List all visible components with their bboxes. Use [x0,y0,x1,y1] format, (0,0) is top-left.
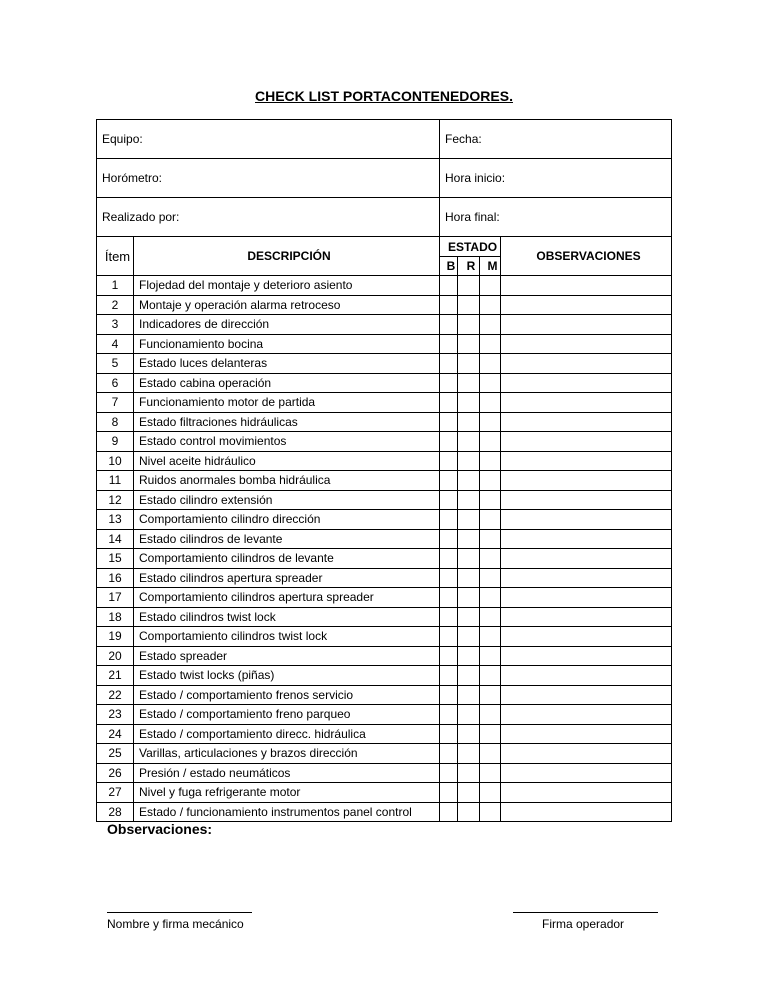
estado-r-cell[interactable] [458,393,480,413]
checklist-row [97,529,672,549]
checklist-row [97,705,672,725]
realizado-por-field[interactable]: Realizado por: [97,198,440,237]
observaciones-cell[interactable] [501,471,672,491]
item-description: Comportamiento cilindros de levante [134,549,440,569]
item-description: Estado cilindros twist lock [134,607,440,627]
estado-b-cell[interactable] [440,451,458,471]
estado-r-cell[interactable] [458,802,480,822]
item-description: Estado control movimientos [134,432,440,452]
observaciones-cell[interactable] [501,588,672,608]
observaciones-cell[interactable] [501,763,672,783]
item-description: Comportamiento cilindro dirección [134,510,440,530]
item-number: 2 [97,295,134,315]
observaciones-cell[interactable] [501,412,672,432]
item-number: 24 [97,724,134,744]
checklist-row [97,432,672,452]
estado-r-cell[interactable] [458,276,480,296]
estado-m-cell[interactable] [480,568,501,588]
estado-r-cell[interactable] [458,549,480,569]
estado-b-cell[interactable] [440,685,458,705]
item-number: 11 [97,471,134,491]
estado-r-cell[interactable] [458,315,480,335]
observaciones-cell[interactable] [501,451,672,471]
observaciones-cell[interactable] [501,744,672,764]
checklist-row [97,549,672,569]
item-number: 20 [97,646,134,666]
estado-m-cell[interactable] [480,646,501,666]
estado-b-cell[interactable] [440,568,458,588]
estado-r-cell[interactable] [458,529,480,549]
estado-r-cell[interactable] [458,432,480,452]
estado-b-cell[interactable] [440,763,458,783]
estado-m-cell[interactable] [480,783,501,803]
item-number: 25 [97,744,134,764]
estado-r-cell[interactable] [458,451,480,471]
observaciones-cell[interactable] [501,802,672,822]
estado-m-cell[interactable] [480,295,501,315]
hora-inicio-field[interactable]: Hora inicio: [440,159,672,198]
estado-m-cell[interactable] [480,276,501,296]
item-description: Estado cabina operación [134,373,440,393]
item-number: 5 [97,354,134,374]
estado-b-cell[interactable] [440,295,458,315]
estado-b-cell[interactable] [440,646,458,666]
item-description: Estado filtraciones hidráulicas [134,412,440,432]
estado-m-cell[interactable] [480,354,501,374]
observaciones-cell[interactable] [501,646,672,666]
item-description: Estado / comportamiento frenos servicio [134,685,440,705]
estado-b-cell[interactable] [440,432,458,452]
item-number: 23 [97,705,134,725]
estado-m-cell[interactable] [480,510,501,530]
item-number: 4 [97,334,134,354]
estado-b-cell[interactable] [440,666,458,686]
checklist-row [97,315,672,335]
estado-b-cell[interactable] [440,373,458,393]
checklist-row [97,744,672,764]
item-description: Ruidos anormales bomba hidráulica [134,471,440,491]
estado-m-cell[interactable] [480,373,501,393]
checklist-row [97,295,672,315]
item-description: Estado cilindro extensión [134,490,440,510]
item-number: 21 [97,666,134,686]
estado-b-cell[interactable] [440,276,458,296]
estado-m-cell[interactable] [480,802,501,822]
estado-r-cell[interactable] [458,334,480,354]
estado-b-cell[interactable] [440,412,458,432]
estado-r-cell[interactable] [458,783,480,803]
item-column-header: Ítem [97,237,134,276]
observaciones-cell[interactable] [501,705,672,725]
observaciones-cell[interactable] [501,666,672,686]
estado-b-cell[interactable] [440,607,458,627]
item-number: 26 [97,763,134,783]
observaciones-cell[interactable] [501,373,672,393]
checklist-row [97,276,672,296]
estado-r-cell[interactable] [458,373,480,393]
observaciones-cell[interactable] [501,549,672,569]
observaciones-cell[interactable] [501,354,672,374]
checklist-row [97,627,672,647]
checklist-row [97,685,672,705]
item-description: Presión / estado neumáticos [134,763,440,783]
observaciones-cell[interactable] [501,607,672,627]
item-description: Estado spreader [134,646,440,666]
item-description: Estado / comportamiento freno parqueo [134,705,440,725]
estado-m-cell[interactable] [480,627,501,647]
observaciones-cell[interactable] [501,510,672,530]
item-description: Estado luces delanteras [134,354,440,374]
checklist-row [97,802,672,822]
estado-r-cell[interactable] [458,588,480,608]
estado-m-cell[interactable] [480,705,501,725]
estado-b-cell[interactable] [440,334,458,354]
item-description: Nivel aceite hidráulico [134,451,440,471]
observaciones-cell[interactable] [501,529,672,549]
estado-m-cell[interactable] [480,763,501,783]
observaciones-cell[interactable] [501,490,672,510]
checklist-table [96,119,672,822]
item-number: 28 [97,802,134,822]
observaciones-cell[interactable] [501,295,672,315]
estado-r-cell[interactable] [458,568,480,588]
estado-b-cell[interactable] [440,354,458,374]
estado-r-cell[interactable] [458,724,480,744]
observaciones-cell[interactable] [501,627,672,647]
estado-b-header: B [440,257,458,276]
mecanico-signature-label: Nombre y firma mecánico [107,917,244,931]
item-number: 14 [97,529,134,549]
estado-m-cell[interactable] [480,393,501,413]
document-title: CHECK LIST PORTACONTENEDORES. [255,88,513,104]
checklist-row [97,568,672,588]
item-description: Comportamiento cilindros apertura spreader [134,588,440,608]
item-description: Funcionamiento bocina [134,334,440,354]
hora-final-field[interactable]: Hora final: [440,198,672,237]
estado-m-cell[interactable] [480,529,501,549]
item-description: Estado cilindros apertura spreader [134,568,440,588]
item-number: 18 [97,607,134,627]
item-number: 17 [97,588,134,608]
item-number: 15 [97,549,134,569]
estado-m-cell[interactable] [480,666,501,686]
estado-column-header: ESTADO [440,237,501,257]
checklist-row [97,490,672,510]
checklist-row [97,607,672,627]
checklist-row [97,451,672,471]
item-number: 8 [97,412,134,432]
estado-m-cell[interactable] [480,451,501,471]
horometro-field[interactable]: Horómetro: [97,159,440,198]
estado-m-cell[interactable] [480,744,501,764]
observaciones-cell[interactable] [501,276,672,296]
estado-r-cell[interactable] [458,412,480,432]
observaciones-cell[interactable] [501,783,672,803]
item-description: Funcionamiento motor de partida [134,393,440,413]
estado-r-cell[interactable] [458,295,480,315]
observaciones-cell[interactable] [501,724,672,744]
estado-b-cell[interactable] [440,490,458,510]
estado-b-cell[interactable] [440,724,458,744]
estado-m-cell[interactable] [480,588,501,608]
estado-r-cell[interactable] [458,646,480,666]
estado-b-cell[interactable] [440,510,458,530]
item-number: 6 [97,373,134,393]
item-description: Estado cilindros de levante [134,529,440,549]
observaciones-cell[interactable] [501,568,672,588]
checklist-row [97,354,672,374]
checklist-row [97,724,672,744]
estado-m-cell[interactable] [480,549,501,569]
estado-b-cell[interactable] [440,705,458,725]
observaciones-cell[interactable] [501,393,672,413]
estado-m-cell[interactable] [480,412,501,432]
checklist-row [97,471,672,491]
estado-b-cell[interactable] [440,529,458,549]
checklist-row [97,666,672,686]
estado-r-cell[interactable] [458,763,480,783]
descripcion-column-header: DESCRIPCIÓN [134,237,440,276]
estado-b-cell[interactable] [440,744,458,764]
item-number: 22 [97,685,134,705]
item-number: 12 [97,490,134,510]
estado-m-cell[interactable] [480,315,501,335]
estado-m-cell[interactable] [480,490,501,510]
estado-b-cell[interactable] [440,315,458,335]
estado-r-cell[interactable] [458,490,480,510]
estado-r-cell[interactable] [458,607,480,627]
item-description: Estado / comportamiento direcc. hidráulica [134,724,440,744]
estado-b-cell[interactable] [440,588,458,608]
item-description: Estado twist locks (piñas) [134,666,440,686]
estado-r-cell[interactable] [458,744,480,764]
observaciones-label: Observaciones: [107,821,213,837]
estado-b-cell[interactable] [440,802,458,822]
estado-m-cell[interactable] [480,685,501,705]
item-number: 16 [97,568,134,588]
estado-b-cell[interactable] [440,549,458,569]
estado-r-cell[interactable] [458,354,480,374]
item-number: 13 [97,510,134,530]
estado-m-cell[interactable] [480,607,501,627]
checklist-row [97,373,672,393]
item-number: 10 [97,451,134,471]
estado-r-cell[interactable] [458,666,480,686]
estado-m-cell[interactable] [480,471,501,491]
observaciones-cell[interactable] [501,334,672,354]
estado-m-cell[interactable] [480,724,501,744]
item-description: Montaje y operación alarma retroceso [134,295,440,315]
item-description: Flojedad del montaje y deterioro asiento [134,276,440,296]
operador-signature-line[interactable] [513,912,658,913]
estado-r-cell[interactable] [458,627,480,647]
estado-r-cell[interactable] [458,471,480,491]
item-description: Estado / funcionamiento instrumentos panel control [134,802,440,822]
item-number: 19 [97,627,134,647]
estado-r-header: R [458,257,480,276]
estado-m-cell[interactable] [480,334,501,354]
fecha-field[interactable]: Fecha: [440,120,672,159]
item-number: 9 [97,432,134,452]
equipo-field[interactable]: Equipo: [97,120,440,159]
observaciones-cell[interactable] [501,685,672,705]
operador-signature-label: Firma operador [542,917,625,931]
checklist-row [97,646,672,666]
estado-m-cell[interactable] [480,432,501,452]
estado-r-cell[interactable] [458,685,480,705]
item-description: Indicadores de dirección [134,315,440,335]
checklist-row [97,334,672,354]
estado-b-cell[interactable] [440,627,458,647]
estado-m-header: M [480,257,501,276]
estado-b-cell[interactable] [440,783,458,803]
checklist-row [97,412,672,432]
observaciones-cell[interactable] [501,315,672,335]
checklist-row [97,393,672,413]
estado-b-cell[interactable] [440,471,458,491]
item-number: 7 [97,393,134,413]
item-description: Varillas, articulaciones y brazos dirección [134,744,440,764]
estado-r-cell[interactable] [458,705,480,725]
item-description: Comportamiento cilindros twist lock [134,627,440,647]
item-description: Nivel y fuga refrigerante motor [134,783,440,803]
estado-r-cell[interactable] [458,510,480,530]
item-number: 3 [97,315,134,335]
checklist-row [97,588,672,608]
checklist-row [97,783,672,803]
item-number: 27 [97,783,134,803]
item-number: 1 [97,276,134,296]
estado-b-cell[interactable] [440,393,458,413]
observaciones-column-header: OBSERVACIONES [501,237,672,276]
observaciones-cell[interactable] [501,432,672,452]
checklist-row [97,510,672,530]
checklist-row [97,763,672,783]
mecanico-signature-line[interactable] [107,912,252,913]
